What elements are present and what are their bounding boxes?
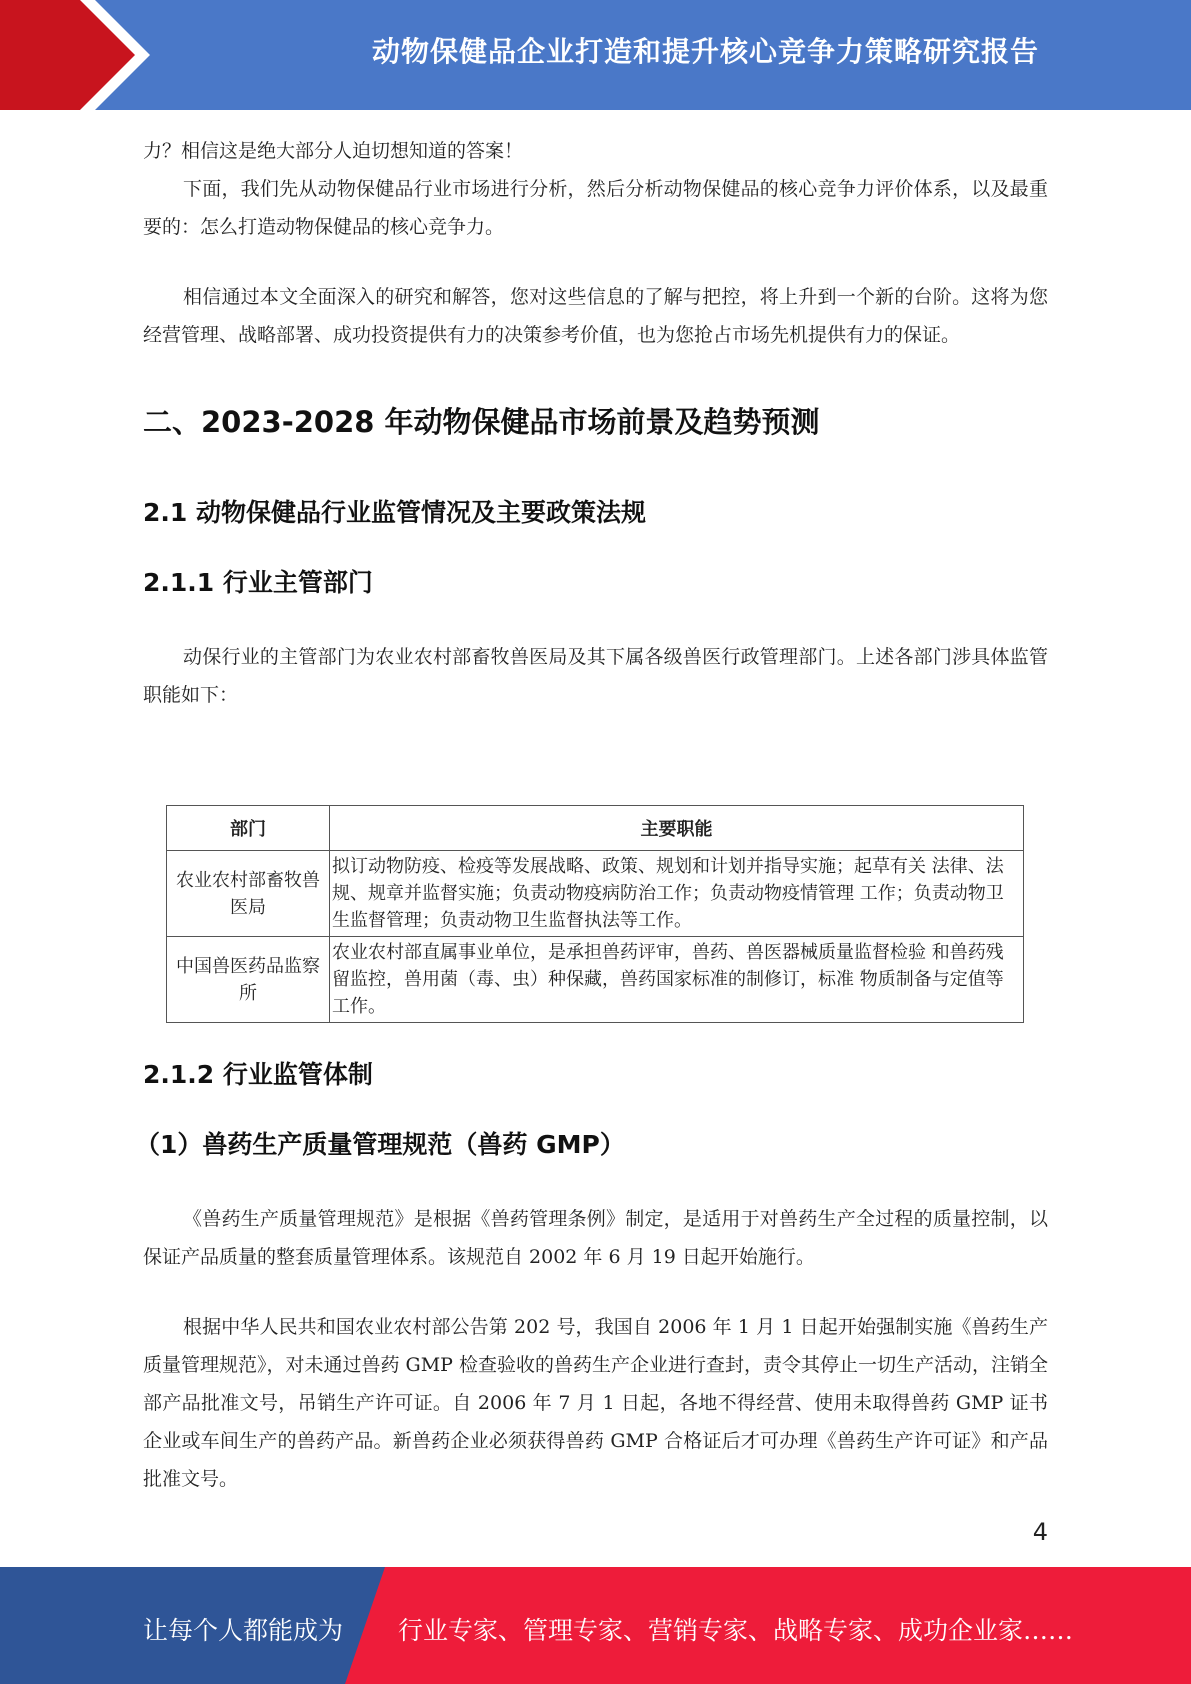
page-header: [0, 0, 1191, 110]
section-2-1-1-heading: 2.1.1 行业主管部门: [143, 568, 373, 597]
table-row: [167, 851, 1024, 937]
table-header-func: 主要职能: [330, 806, 1024, 851]
table-cell-func: 农业农村部直属事业单位，是承担兽药评审，兽药、兽医器械质量监督检验 和兽药残留监控，兽用菌（毒、虫）种保藏，兽药国家标准的制修订，标准 物质制备与定值等工作。: [330, 937, 1024, 1023]
table-header-dept: 部门: [167, 806, 330, 851]
intro-paragraph-2: 下面，我们先从动物保健品行业市场进行分析，然后分析动物保健品的核心竞争力评价体系，以及最重要的：怎么打造动物保健品的核心竞争力。: [143, 178, 1048, 238]
table-cell-dept: 农业农村部畜牧兽医局: [167, 851, 330, 937]
intro-paragraph-1: 力？相信这是绝大部分人迫切想知道的答案！: [143, 140, 524, 162]
section-2-1-heading: 2.1 动物保健品行业监管情况及主要政策法规: [143, 498, 646, 527]
page-footer: [0, 1567, 1191, 1684]
page-content-lower: [135, 1058, 1048, 1498]
section-2-heading: 二、2023-2028 年动物保健品市场前景及趋势预测: [143, 405, 820, 439]
table-header-row: [167, 806, 1024, 851]
section-2-1-2-heading: 2.1.2 行业监管体制: [143, 1060, 373, 1089]
footer-slogan-left: 让每个人都能成为: [143, 1616, 344, 1645]
table-row: [167, 937, 1024, 1023]
intro-paragraph-3: 相信通过本文全面深入的研究和解答，您对这些信息的了解与把控，将上升到一个新的台阶。这将为您经营管理、战略部署、成功投资提供有力的决策参考价值，也为您抢占市场先机提供有力的保证。: [143, 286, 1048, 346]
section-2-1-1-text: 动保行业的主管部门为农业农村部畜牧兽医局及其下属各级兽医行政管理部门。上述各部门涉具体监管职能如下：: [143, 646, 1048, 706]
table-cell-dept: 中国兽医药品监察所: [167, 937, 330, 1023]
gmp-paragraph-1: 《兽药生产质量管理规范》是根据《兽药管理条例》制定，是适用于对兽药生产全过程的质量控制，以保证产品质量的整套质量管理体系。该规范自 2002 年 6 月 19 日起开始施行。: [143, 1208, 1048, 1268]
department-duties-table: [166, 805, 1024, 1023]
gmp-paragraph-2: 根据中华人民共和国农业农村部公告第 202 号，我国自 2006 年 1 月 1 日起开始强制实施《兽药生产质量管理规范》，对未通过兽药 GMP 检查验收的兽药生产企业进行查封，责令其停止一切生产活动，注销全部产品批准文号，吊销生产许可证。自 2006 年 7 月 1 日起，各地不得经营、使用未取得兽药 GMP 证书企业或车间生产的兽药产品。新兽药企业必须获得兽药 GMP 合格证后才可办理《兽药生产许可证》和产品批准文号。: [143, 1316, 1048, 1490]
page-content: [143, 132, 1048, 714]
page-number: 4: [1032, 1518, 1048, 1546]
footer-slogan-right: 行业专家、管理专家、营销专家、战略专家、成功企业家……: [398, 1616, 1074, 1645]
header-title: 动物保健品企业打造和提升核心竞争力策略研究报告: [371, 35, 1039, 68]
table-cell-func: 拟订动物防疫、检疫等发展战略、政策、规划和计划并指导实施；起草有关 法律、法规、规章并监督实施；负责动物疫病防治工作；负责动物疫情管理 工作；负责动物卫生监督管理；负责动物卫生监督执法等工作。: [330, 851, 1024, 937]
gmp-heading: （1）兽药生产质量管理规范（兽药 GMP）: [135, 1130, 625, 1159]
